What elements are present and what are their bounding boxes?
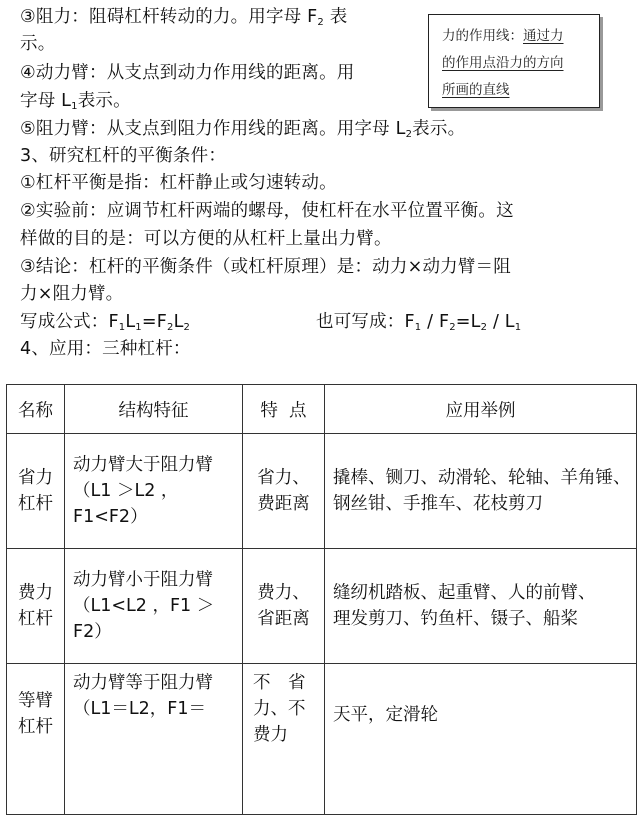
cell-feature: 动力臂大于阻力臂 （L1 ＞L2 ，F1<F2）	[65, 434, 243, 549]
formula-alt-line: 也可写成：$F_1 / F_2=L_2 / L_1$	[316, 312, 522, 333]
text-line-5: ⑤阻力臂：从支点到阻力作用线的距离。用字母 $L_2$表示。	[20, 119, 466, 140]
note-underlined-1: 通过力	[523, 28, 564, 44]
cell-name: 费力 杠杆	[7, 549, 65, 664]
text-line-11: 力×阻力臂。	[20, 284, 124, 304]
note-prefix: 力的作用线：	[442, 28, 523, 44]
header-feature: 结构特征	[65, 385, 243, 434]
cell-trait: 费力、 省距离	[243, 549, 325, 664]
note-underlined-2: 的作用点沿力的方向	[442, 55, 564, 71]
text-line-10: ③结论：杠杆的平衡条件（或杠杆原理）是：动力×动力臂＝阻	[20, 257, 511, 277]
header-application: 应用举例	[325, 385, 637, 434]
cell-feature: 动力臂小于阻力臂 （L1<L2 ，F1 ＞F2）	[65, 549, 243, 664]
text-line-9: 样做的目的是：可以方便的从杠杆上量出力臂。	[20, 229, 392, 249]
cell-name: 省力 杠杆	[7, 434, 65, 549]
table-row	[7, 664, 637, 815]
table-row	[7, 549, 637, 664]
cell-trait: 不 省 力、不 费力	[243, 664, 325, 815]
cell-name: 等臂 杠杆	[7, 664, 65, 815]
text-line-4: 字母 $L_1$表示。	[20, 91, 131, 112]
section-heading-3: 3、研究杠杆的平衡条件：	[20, 146, 227, 166]
text-line-7: ①杠杆平衡是指：杠杆静止或匀速转动。	[20, 173, 337, 193]
note-underlined-3: 所画的直线	[442, 82, 510, 98]
text-line-3: ④动力臂：从支点到动力作用线的距离。用	[20, 63, 355, 83]
text-line-2: 示。	[20, 34, 56, 54]
table-header-row	[7, 385, 637, 434]
lever-types-table	[6, 384, 637, 815]
cell-application: 撬棒、铡刀、动滑轮、轮轴、羊角锤、 钢丝钳、手推车、花枝剪刀	[325, 434, 637, 549]
text-line-8: ②实验前：应调节杠杆两端的螺母，使杠杆在水平位置平衡。这	[20, 201, 514, 221]
cell-feature: 动力臂等于阻力臂 （L1＝L2，F1＝	[65, 664, 243, 815]
table-row	[7, 434, 637, 549]
definition-note-box	[428, 14, 600, 108]
formula-line: 写成公式：$F_1L_1=F_2L_2$	[20, 312, 191, 333]
header-trait: 特 点	[243, 385, 325, 434]
cell-application: 天平，定滑轮	[325, 664, 637, 815]
cell-trait: 省力、 费距离	[243, 434, 325, 549]
text-line-1: ③阻力：阻碍杠杆转动的力。用字母 $F_2$ 表	[20, 7, 348, 28]
cell-application: 缝纫机踏板、起重臂、人的前臂、 理发剪刀、钓鱼杆、镊子、船桨	[325, 549, 637, 664]
section-heading-4: 4、应用：三种杠杆：	[20, 339, 191, 359]
header-name: 名称	[7, 385, 65, 434]
